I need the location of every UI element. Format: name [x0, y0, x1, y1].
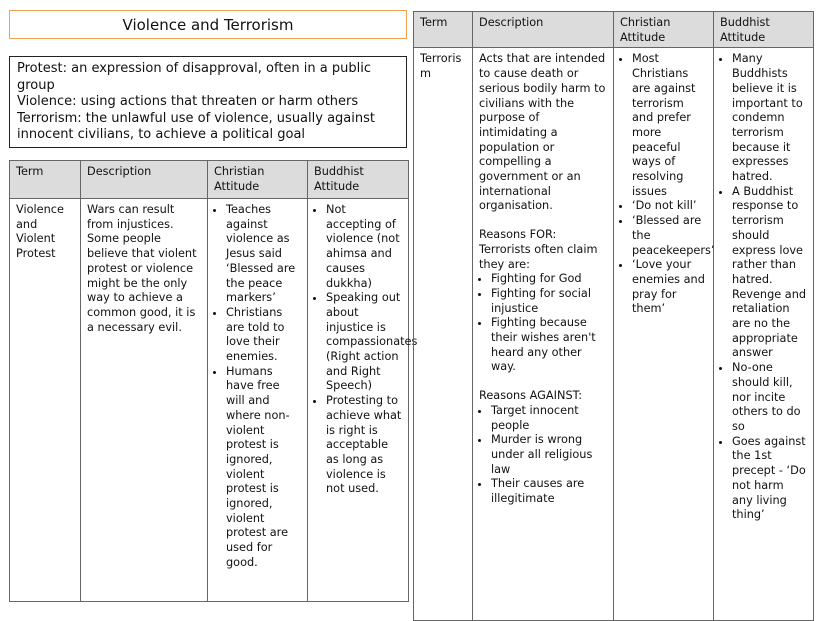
definition-terrorism: Terrorism: the unlawful use of violence, usually against innocent civilians, to achieve a political goal: [17, 110, 375, 142]
list-item: • Protesting to achieve what is right is acceptable as long as violence is not used.: [326, 394, 402, 497]
list-item: • Fighting because their wishes aren't heard any other way.: [491, 316, 607, 375]
description-cell: Wars can result from injustices. Some people believe that violent protest or violence might be the only way to achieve a common good, it is a necessary evil.: [81, 199, 208, 602]
definitions-box: [9, 56, 407, 148]
header-description: Description: [81, 161, 208, 199]
list-item: • Their causes are illegitimate: [491, 477, 607, 506]
list-item: • No-one should kill, nor incite others to do so: [732, 361, 807, 435]
buddhist-attitude-cell: [714, 48, 814, 621]
christian-attitude-cell: [614, 48, 714, 621]
term-cell: Violence and Violent Protest: [10, 199, 81, 602]
list-item: • ‘Love your enemies and pray for them’: [632, 258, 707, 317]
header-christian-attitude: Christian Attitude: [614, 12, 714, 48]
list-item: • ‘Blessed are the peacekeepers’: [632, 214, 707, 258]
list-item: • Fighting for social injustice: [491, 287, 607, 316]
list-item: • Murder is wrong under all religious law: [491, 433, 607, 477]
christian-attitude-cell: [208, 199, 308, 602]
terrorism-definition: Acts that are intended to cause death or serious bodily harm to civilians with the purpose of intimidating a population or compelling a government or an international organisation.: [479, 52, 606, 213]
list-item: • Fighting for God: [491, 272, 607, 287]
header-description: Description: [473, 12, 614, 48]
reasons-against-heading: Reasons AGAINST:: [479, 389, 583, 403]
page-title: Violence and Terrorism: [9, 10, 407, 39]
list-item: • ‘Do not kill’: [632, 199, 707, 214]
list-item: • Many Buddhists believe it is important to condemn terrorism because it expresses hatred.: [732, 52, 807, 184]
list-item: • Teaches against violence as Jesus said ‘Blessed are the peace markers’: [226, 203, 301, 306]
terrorism-table: [413, 11, 814, 621]
header-term: Term: [10, 161, 81, 199]
list-item: • Speaking out about injustice is compassionates (Right action and Right Speech): [326, 291, 402, 394]
reasons-for-heading: Reasons FOR: Terrorists often claim they are:: [479, 228, 598, 271]
term-cell: Terrorism: [414, 48, 473, 621]
header-term: Term: [414, 12, 473, 48]
header-christian-attitude: Christian Attitude: [208, 161, 308, 199]
list-item: • Most Christians are against terrorism and prefer more peaceful ways of resolving issues: [632, 52, 707, 199]
list-item: • Humans have free will and where non-violent protest is ignored, violent protest is ignored, violent protest are used for good.: [226, 365, 301, 571]
list-item: • Christians are told to love their enemies.: [226, 306, 301, 365]
violence-table: [9, 160, 418, 602]
definition-violence: Violence: using actions that threaten or harm others: [17, 94, 359, 109]
header-buddhist-attitude: Buddhist Attitude: [308, 161, 409, 199]
list-item: • Target innocent people: [491, 404, 607, 433]
definition-protest: Protest: an expression of disapproval, often in a public group: [17, 61, 371, 93]
list-item: • A Buddhist response to terrorism should express love rather than hatred. Revenge and retaliation are no the appropriate answer: [732, 185, 807, 361]
list-item: • Not accepting of violence (not ahimsa and causes dukkha): [326, 203, 402, 291]
description-cell: [473, 48, 614, 621]
header-buddhist-attitude: Buddhist Attitude: [714, 12, 814, 48]
buddhist-attitude-cell: [308, 199, 418, 602]
list-item: • Goes against the 1st precept - ‘Do not harm any living thing’: [732, 435, 807, 523]
